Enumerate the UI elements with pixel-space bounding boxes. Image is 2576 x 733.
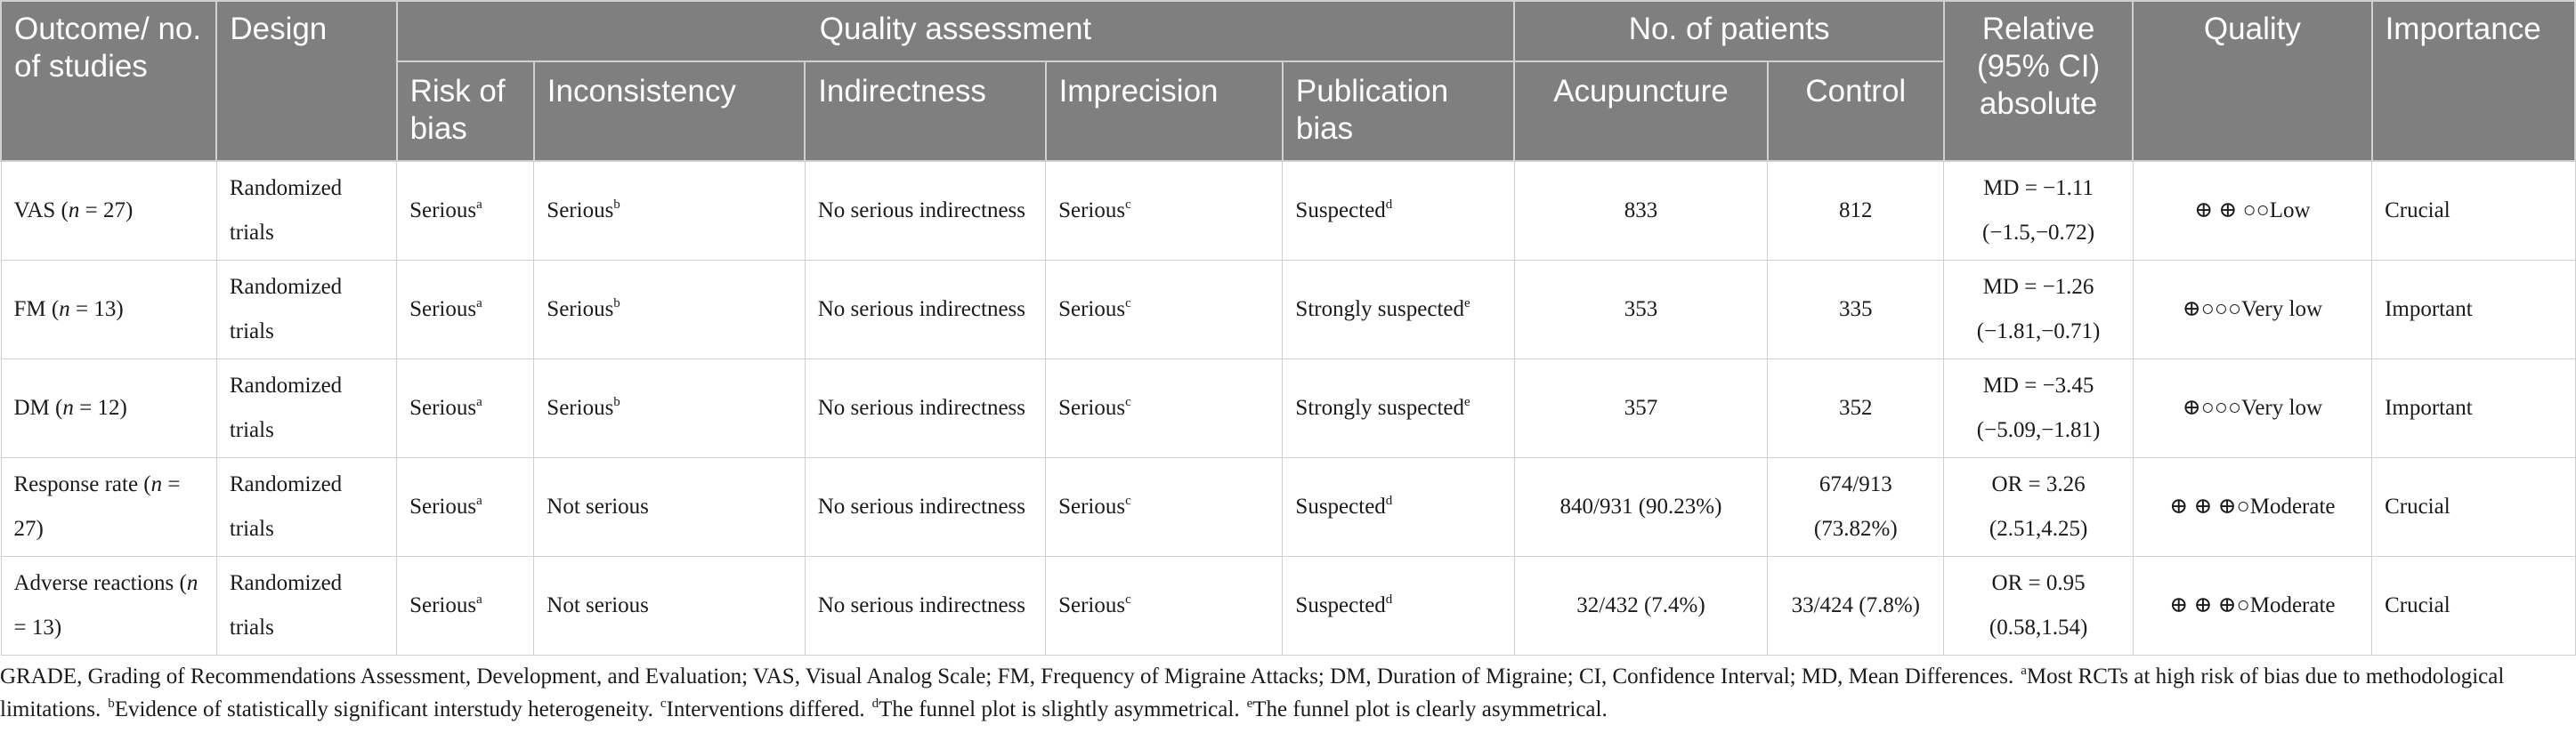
n-label: n — [62, 396, 74, 420]
cell-imprecision — [1046, 161, 1283, 261]
outcome-tail: = 13) — [69, 297, 124, 321]
cell-importance: Crucial — [2372, 458, 2575, 557]
cell-risk-of-bias — [397, 458, 534, 557]
footnote-mark-e: e — [1246, 697, 1253, 711]
cell-acupuncture: 353 — [1514, 261, 1767, 359]
table-row — [1, 458, 2575, 557]
header-publication-bias: Publication bias — [1283, 61, 1514, 161]
header-risk-of-bias: Risk of bias — [397, 61, 534, 161]
cell-quality: ⊕○○○Very low — [2133, 359, 2371, 458]
cell-importance: Crucial — [2372, 557, 2575, 656]
cell-quality: ⊕ ⊕ ⊕○Moderate — [2133, 557, 2371, 656]
effect-estimate: MD = −1.26 — [1982, 275, 2094, 299]
cell-imprecision — [1046, 261, 1283, 359]
risk-text: Serious — [409, 297, 477, 321]
cell-inconsistency — [534, 458, 805, 557]
outcome-text: Adverse reactions ( — [13, 571, 187, 595]
risk-text: Serious — [409, 198, 477, 222]
effect-estimate: MD = −3.45 — [1982, 374, 2094, 398]
risk-footnote-mark: a — [476, 592, 482, 607]
imprecision-text: Serious — [1058, 297, 1126, 321]
header-control: Control — [1768, 61, 1944, 161]
inconsistency-text: Serious — [547, 297, 614, 321]
footnote-a: Most RCTs at high risk of bias due to methodological limitations. — [0, 665, 2505, 721]
confidence-interval: (−1.81,−0.71) — [1976, 319, 2101, 343]
n-label: n — [68, 198, 80, 222]
header-row-1 — [1, 1, 2575, 61]
cell-relative — [1944, 359, 2133, 458]
pubbias-text: Suspected — [1295, 495, 1386, 519]
risk-footnote-mark: a — [476, 395, 482, 409]
inconsistency-text: Not serious — [547, 495, 649, 519]
footnote-abbreviations: GRADE, Grading of Recommendations Assessment, Development, and Evaluation; VAS, Visual Analog Scale; FM, Frequency of Migraine Attacks; DM, Duration of Migraine; CI, Confidence Interval; MD, Mean Differences. — [0, 665, 2014, 689]
n-label: n — [150, 472, 163, 496]
cell-design: Randomized trials — [216, 557, 396, 656]
cell-outcome — [1, 359, 216, 458]
effect-estimate: OR = 3.26 — [1991, 472, 2086, 496]
outcome-tail: = 12) — [73, 396, 127, 420]
cell-control: 335 — [1768, 261, 1944, 359]
confidence-interval: (−1.5,−0.72) — [1982, 221, 2095, 245]
footnote-c: Interventions differed. — [666, 697, 865, 721]
header-imprecision: Imprecision — [1046, 61, 1283, 161]
header-relative: Relative (95% CI) absolute — [1944, 1, 2133, 161]
table-row — [1, 161, 2575, 261]
header-outcome: Outcome/ no. of studies — [1, 1, 216, 161]
inconsistency-footnote-mark: b — [613, 395, 620, 409]
risk-text: Serious — [409, 495, 477, 519]
footnote-b: Evidence of statistically significant interstudy heterogeneity. — [114, 697, 653, 721]
imprecision-footnote-mark: c — [1125, 395, 1131, 409]
cell-importance: Crucial — [2372, 161, 2575, 261]
table-row — [1, 359, 2575, 458]
cell-design: Randomized trials — [216, 261, 396, 359]
confidence-interval: (0.58,1.54) — [1989, 616, 2088, 640]
outcome-tail: = 27) — [79, 198, 134, 222]
footnote-mark-b: b — [108, 697, 115, 711]
cell-publication-bias — [1283, 161, 1514, 261]
outcome-tail: = 13) — [13, 616, 62, 640]
pubbias-text: Suspected — [1295, 593, 1386, 617]
imprecision-text: Serious — [1058, 198, 1126, 222]
cell-acupuncture: 833 — [1514, 161, 1767, 261]
pubbias-footnote-mark: e — [1464, 395, 1470, 409]
cell-relative — [1944, 557, 2133, 656]
effect-estimate: OR = 0.95 — [1991, 571, 2086, 595]
footnote-mark-a: a — [2021, 664, 2027, 678]
cell-publication-bias — [1283, 359, 1514, 458]
cell-quality: ⊕ ⊕ ⊕○Moderate — [2133, 458, 2371, 557]
cell-outcome — [1, 261, 216, 359]
table-footnote — [0, 660, 2564, 726]
cell-outcome — [1, 557, 216, 656]
cell-design: Randomized trials — [216, 161, 396, 261]
inconsistency-footnote-mark: b — [613, 197, 620, 212]
inconsistency-text: Not serious — [547, 593, 649, 617]
confidence-interval: (−5.09,−1.81) — [1976, 418, 2101, 442]
cell-acupuncture: 357 — [1514, 359, 1767, 458]
cell-quality: ⊕○○○Very low — [2133, 261, 2371, 359]
imprecision-footnote-mark: c — [1125, 592, 1131, 607]
outcome-text: Response rate ( — [13, 472, 151, 496]
confidence-interval: (2.51,4.25) — [1989, 517, 2088, 541]
cell-publication-bias — [1283, 261, 1514, 359]
pubbias-footnote-mark: e — [1464, 296, 1470, 310]
risk-footnote-mark: a — [476, 296, 482, 310]
inconsistency-text: Serious — [547, 396, 614, 420]
n-label: n — [186, 571, 198, 595]
risk-text: Serious — [409, 396, 477, 420]
footnote-mark-c: c — [660, 697, 667, 711]
cell-risk-of-bias — [397, 261, 534, 359]
header-design: Design — [216, 1, 396, 161]
cell-quality: ⊕ ⊕ ○○Low — [2133, 161, 2371, 261]
cell-relative — [1944, 161, 2133, 261]
header-quality-assessment: Quality assessment — [397, 1, 1515, 61]
cell-control: 674/913 (73.82%) — [1768, 458, 1944, 557]
cell-risk-of-bias — [397, 557, 534, 656]
header-quality: Quality — [2133, 1, 2371, 161]
cell-outcome — [1, 161, 216, 261]
outcome-tail: = 27) — [13, 472, 181, 541]
cell-indirectness: No serious indirectness — [805, 458, 1045, 557]
outcome-text: VAS ( — [13, 198, 69, 222]
cell-imprecision — [1046, 458, 1283, 557]
imprecision-footnote-mark: c — [1125, 296, 1131, 310]
risk-text: Serious — [409, 593, 477, 617]
pubbias-text: Suspected — [1295, 198, 1386, 222]
footnote-mark-d: d — [871, 697, 879, 711]
cell-control: 352 — [1768, 359, 1944, 458]
pubbias-footnote-mark: d — [1385, 592, 1393, 607]
outcome-text: DM ( — [13, 396, 63, 420]
risk-footnote-mark: a — [476, 197, 482, 212]
cell-outcome — [1, 458, 216, 557]
cell-relative — [1944, 458, 2133, 557]
pubbias-text: Strongly suspected — [1295, 396, 1464, 420]
cell-relative — [1944, 261, 2133, 359]
header-indirectness: Indirectness — [805, 61, 1045, 161]
cell-acupuncture: 840/931 (90.23%) — [1514, 458, 1767, 557]
cell-importance: Important — [2372, 261, 2575, 359]
cell-imprecision — [1046, 557, 1283, 656]
cell-inconsistency — [534, 261, 805, 359]
n-label: n — [59, 297, 70, 321]
footnote-e: The funnel plot is clearly asymmetrical. — [1252, 697, 1608, 721]
inconsistency-footnote-mark: b — [613, 296, 620, 310]
imprecision-text: Serious — [1058, 396, 1126, 420]
pubbias-footnote-mark: d — [1385, 197, 1393, 212]
cell-design: Randomized trials — [216, 359, 396, 458]
cell-risk-of-bias — [397, 161, 534, 261]
imprecision-text: Serious — [1058, 593, 1126, 617]
cell-acupuncture: 32/432 (7.4%) — [1514, 557, 1767, 656]
cell-inconsistency — [534, 359, 805, 458]
pubbias-footnote-mark: d — [1385, 494, 1393, 508]
table-row — [1, 261, 2575, 359]
cell-risk-of-bias — [397, 359, 534, 458]
cell-importance: Important — [2372, 359, 2575, 458]
cell-inconsistency — [534, 161, 805, 261]
inconsistency-text: Serious — [547, 198, 614, 222]
pubbias-text: Strongly suspected — [1295, 297, 1464, 321]
cell-indirectness: No serious indirectness — [805, 161, 1045, 261]
cell-design: Randomized trials — [216, 458, 396, 557]
cell-control: 33/424 (7.8%) — [1768, 557, 1944, 656]
imprecision-text: Serious — [1058, 495, 1126, 519]
header-importance: Importance — [2372, 1, 2575, 161]
footnote-d: The funnel plot is slightly asymmetrical. — [879, 697, 1240, 721]
cell-inconsistency — [534, 557, 805, 656]
header-inconsistency: Inconsistency — [534, 61, 805, 161]
cell-indirectness: No serious indirectness — [805, 557, 1045, 656]
risk-footnote-mark: a — [476, 494, 482, 508]
imprecision-footnote-mark: c — [1125, 494, 1131, 508]
header-acupuncture: Acupuncture — [1514, 61, 1767, 161]
outcome-text: FM ( — [13, 297, 60, 321]
imprecision-footnote-mark: c — [1125, 197, 1131, 212]
header-no-of-patients: No. of patients — [1514, 1, 1944, 61]
cell-publication-bias — [1283, 557, 1514, 656]
cell-indirectness: No serious indirectness — [805, 359, 1045, 458]
cell-control: 812 — [1768, 161, 1944, 261]
cell-indirectness: No serious indirectness — [805, 261, 1045, 359]
cell-publication-bias — [1283, 458, 1514, 557]
cell-imprecision — [1046, 359, 1283, 458]
table-row — [1, 557, 2575, 656]
effect-estimate: MD = −1.11 — [1983, 176, 2094, 200]
